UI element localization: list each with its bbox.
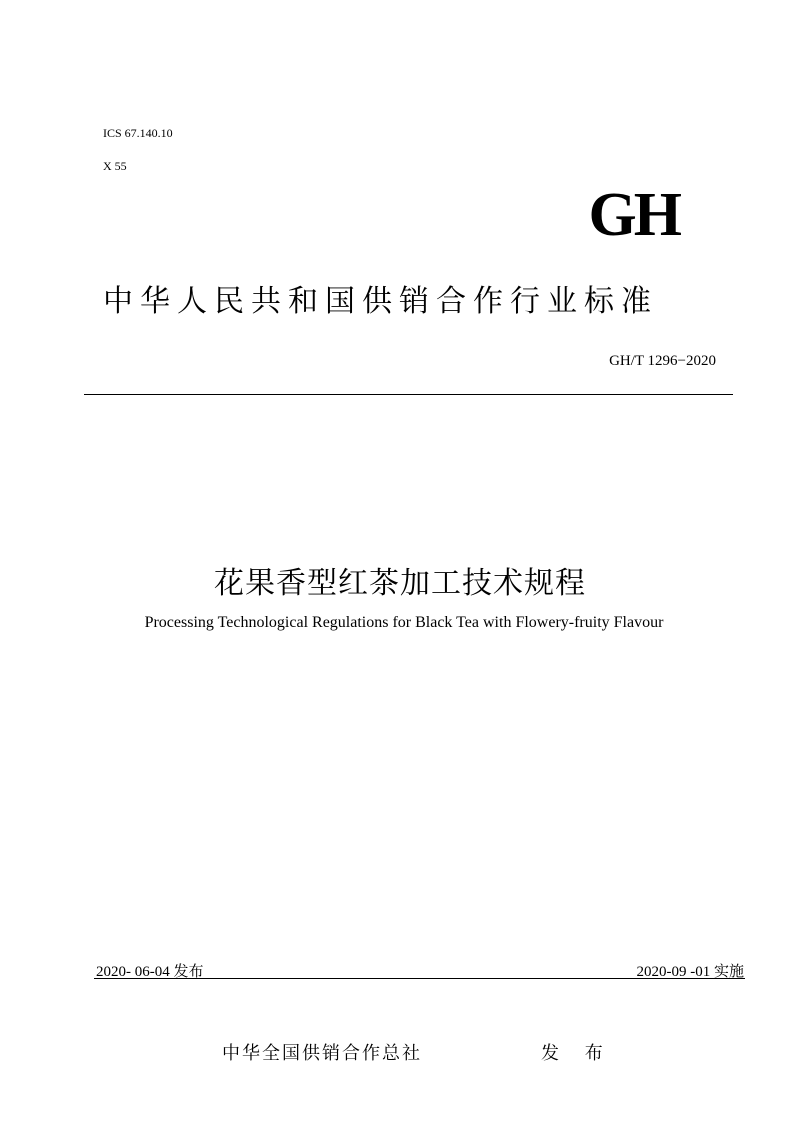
document-title: 花果香型红茶加工技术规程 [214, 566, 586, 601]
ccs-code: X 55 [103, 159, 127, 173]
publish-label: 发 布 [541, 1043, 613, 1064]
gh-logo: GH [588, 181, 679, 249]
document-english-title: Processing Technological Regulations for Black Tea with Flowery-fruity Flavour [144, 614, 664, 631]
standard-category: 中华人民共和国供销合作行业标准 [103, 284, 658, 319]
standard-number: GH/T 1296−2020 [609, 353, 716, 369]
header-divider [84, 394, 733, 395]
footer-divider [94, 978, 745, 979]
ics-code: ICS 67.140.10 [103, 126, 173, 140]
publisher-name: 中华全国供销合作总社 [222, 1043, 422, 1064]
implementation-date: 2020-09 -01 实施 [636, 964, 744, 980]
issue-date: 2020- 06-04 发布 [96, 964, 204, 980]
